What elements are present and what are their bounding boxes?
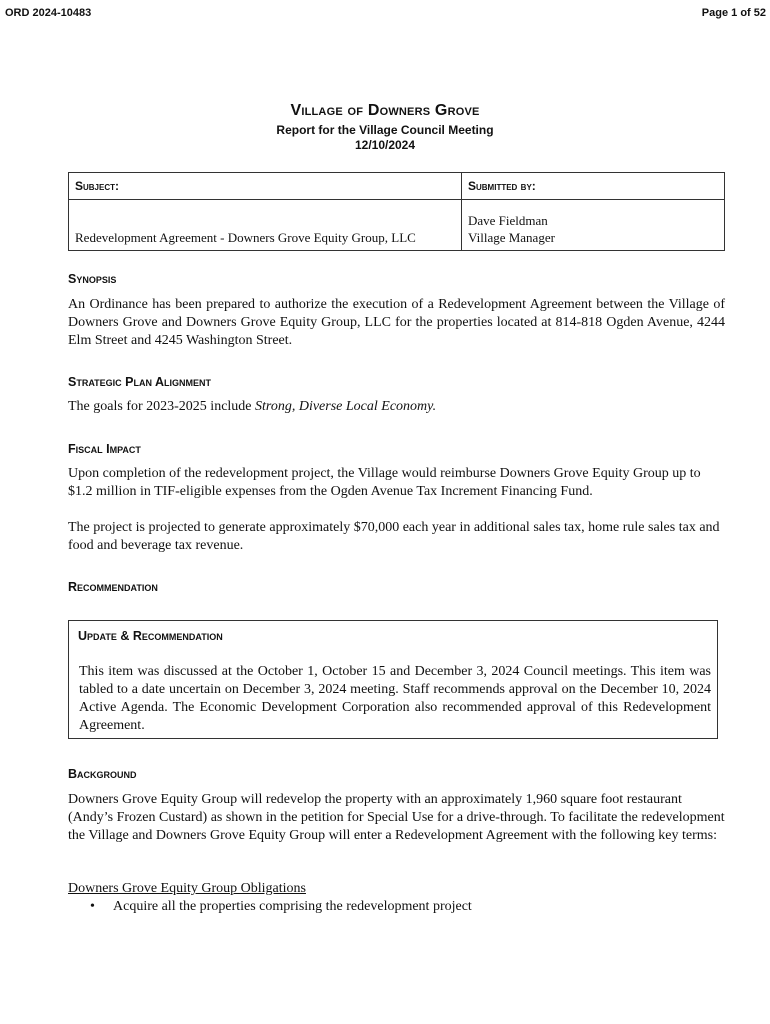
fiscal-heading: Fiscal Impact xyxy=(68,442,141,456)
document-id: ORD 2024-10483 xyxy=(5,7,92,19)
update-recommendation-text: This item was discussed at the October 1, October 15 and December 3, 2024 Council meetings. This item was tabled to a date uncertain on December 3, 2024 meeting. Staff recommends approval on the December 10, 2024 Active Agenda. The Economic Development Corporation also recommended approval of this Redevelopment Agreement. xyxy=(79,664,711,733)
page-number: Page 1 of 52 xyxy=(701,7,766,19)
recommendation-heading: Recommendation xyxy=(68,580,158,594)
obligations-list xyxy=(68,898,472,916)
submitter-name: Dave Fieldman xyxy=(468,213,548,228)
page-title: Village of Downers Grove xyxy=(290,102,480,119)
meeting-date: 12/10/2024 xyxy=(354,138,416,152)
submitter-title: Village Manager xyxy=(468,230,555,245)
fiscal-text-1: Upon completion of the redevelopment project, the Village would reimburse Downers Grove Equity Group up to $1.2 million in TIF-eligible expenses from the Ogden Avenue Tax Increment Financing Fund. xyxy=(68,466,701,499)
strategic-text-prefix: The goals for 2023-2025 include xyxy=(68,399,256,414)
obligations-heading: Downers Grove Equity Group Obligations xyxy=(68,881,306,896)
update-recommendation-box xyxy=(68,620,718,739)
submitter-cell xyxy=(462,200,725,251)
strategic-text xyxy=(68,398,725,416)
background-text: Downers Grove Equity Group will redevelop the property with an approximately 1,960 square foot restaurant (Andy’s Frozen Custard) as shown in the petition for Special Use for a drive-through. To facilitate the redevelopment the Village and Downers Grove Equity Group will enter a Redevelopment Agreement with the following key terms: xyxy=(68,792,725,843)
bullet-icon: • xyxy=(90,899,95,914)
subject-table xyxy=(68,172,725,251)
subject-label: Subject: xyxy=(69,173,462,200)
report-subtitle: Report for the Village Council Meeting xyxy=(276,123,494,137)
submitted-by-label: Submitted by: xyxy=(462,173,725,200)
strategic-heading: Strategic Plan Alignment xyxy=(68,375,212,389)
background-heading: Background xyxy=(68,767,137,781)
synopsis-heading: Synopsis xyxy=(68,272,117,286)
strategic-goal: Strong, Diverse Local Economy. xyxy=(255,399,437,414)
update-recommendation-heading: Update & Recommendation xyxy=(78,629,223,643)
list-item-text: Acquire all the properties comprising the redevelopment project xyxy=(113,899,472,914)
fiscal-text-2: The project is projected to generate approximately $70,000 each year in additional sales tax, home rule sales tax and food and beverage tax revenue. xyxy=(68,520,720,553)
title-block xyxy=(0,102,770,152)
subject-value: Redevelopment Agreement - Downers Grove Equity Group, LLC xyxy=(69,200,462,251)
list-item xyxy=(68,898,472,916)
synopsis-text: An Ordinance has been prepared to authorize the execution of a Redevelopment Agreement between the Village of Downers Grove and Downers Grove Equity Group, LLC for the properties located at 814-818 Ogden Avenue, 4244 Elm Street and 4245 Washington Street. xyxy=(68,297,725,348)
